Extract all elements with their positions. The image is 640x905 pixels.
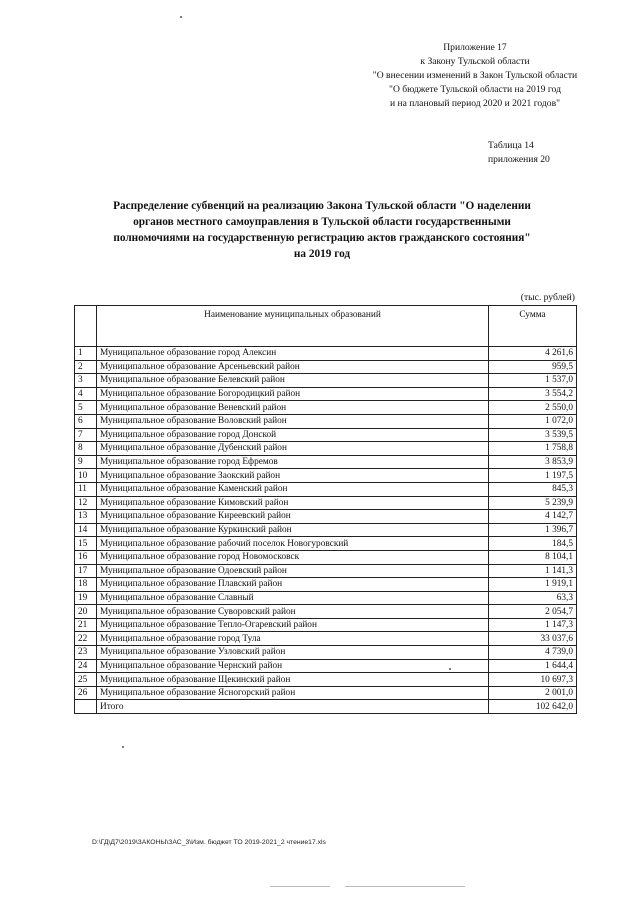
title-line: органов местного самоуправления в Тульской области государственными	[133, 216, 511, 228]
total-row	[75, 700, 577, 714]
row-number: 15	[75, 537, 97, 551]
scan-speck	[122, 746, 124, 748]
appendix-header	[330, 41, 620, 111]
table-row	[75, 428, 577, 442]
row-name: Муниципальное образование Славный	[97, 591, 489, 605]
row-sum: 3 853,9	[489, 455, 577, 469]
table-row	[75, 482, 577, 496]
header-sum: Сумма	[489, 306, 577, 347]
row-number: 17	[75, 564, 97, 578]
row-number: 22	[75, 632, 97, 646]
table-row	[75, 347, 577, 361]
row-name: Муниципальное образование рабочий поселок Новогуровский	[97, 537, 489, 551]
table-row	[75, 550, 577, 564]
row-number: 19	[75, 591, 97, 605]
row-sum: 1 072,0	[489, 414, 577, 428]
row-number: 26	[75, 686, 97, 700]
table-row	[75, 632, 577, 646]
row-number: 20	[75, 605, 97, 619]
appendix-line: к Закону Тульской области	[420, 56, 530, 67]
row-sum: 1 197,5	[489, 469, 577, 483]
row-sum: 1 537,0	[489, 374, 577, 388]
row-number: 13	[75, 510, 97, 524]
appendix-line: Приложение 17	[443, 42, 507, 53]
row-sum: 8 104,1	[489, 550, 577, 564]
row-number: 5	[75, 401, 97, 415]
row-number: 2	[75, 360, 97, 374]
header-name: Наименование муниципальных образований	[97, 306, 489, 347]
row-name: Муниципальное образование Плавский район	[97, 578, 489, 592]
table-row	[75, 455, 577, 469]
table-row	[75, 605, 577, 619]
row-name: Муниципальное образование Дубенский район	[97, 442, 489, 456]
table-row	[75, 469, 577, 483]
table-row	[75, 360, 577, 374]
row-sum: 1 141,3	[489, 564, 577, 578]
row-sum: 3 554,2	[489, 387, 577, 401]
table-row	[75, 686, 577, 700]
header-number	[75, 306, 97, 347]
row-number: 18	[75, 578, 97, 592]
row-sum: 4 142,7	[489, 510, 577, 524]
row-sum: 959,5	[489, 360, 577, 374]
row-sum: 5 239,9	[489, 496, 577, 510]
row-sum: 1 644,4	[489, 659, 577, 673]
row-name: Муниципальное образование город Ефремов	[97, 455, 489, 469]
row-number: 16	[75, 550, 97, 564]
row-number: 11	[75, 482, 97, 496]
row-sum: 1 396,7	[489, 523, 577, 537]
row-number: 24	[75, 659, 97, 673]
row-name: Муниципальное образование Арсеньевский район	[97, 360, 489, 374]
units-label: (тыс. рублей)	[520, 292, 575, 303]
row-number: 9	[75, 455, 97, 469]
row-name: Муниципальное образование Белевский район	[97, 374, 489, 388]
row-sum: 2 054,7	[489, 605, 577, 619]
row-name: Муниципальное образование Куркинский район	[97, 523, 489, 537]
row-number: 23	[75, 646, 97, 660]
row-name: Муниципальное образование город Алексин	[97, 347, 489, 361]
row-name: Муниципальное образование Кимовский район	[97, 496, 489, 510]
row-name: Муниципальное образование город Тула	[97, 632, 489, 646]
row-name: Муниципальное образование Заокский район	[97, 469, 489, 483]
table-row	[75, 618, 577, 632]
table-row	[75, 659, 577, 673]
scan-speck	[449, 668, 451, 670]
table-row	[75, 537, 577, 551]
total-label: Итого	[97, 700, 489, 714]
row-number: 1	[75, 347, 97, 361]
row-name: Муниципальное образование Ясногорский район	[97, 686, 489, 700]
row-name: Муниципальное образование город Донской	[97, 428, 489, 442]
row-number: 8	[75, 442, 97, 456]
table-row	[75, 374, 577, 388]
row-name: Муниципальное образование Щекинский район	[97, 673, 489, 687]
row-sum: 1 758,8	[489, 442, 577, 456]
table-row	[75, 564, 577, 578]
row-name: Муниципальное образование Воловский район	[97, 414, 489, 428]
row-number: 21	[75, 618, 97, 632]
table-header-row	[75, 306, 577, 347]
row-number: 25	[75, 673, 97, 687]
appendix-line: "О бюджете Тульской области на 2019 год	[389, 84, 561, 95]
row-name: Муниципальное образование Тепло-Огаревский район	[97, 618, 489, 632]
row-name: Муниципальное образование Богородицкий район	[97, 387, 489, 401]
row-name: Муниципальное образование Одоевский район	[97, 564, 489, 578]
table-row	[75, 510, 577, 524]
title-line: на 2019 год	[293, 248, 351, 260]
row-number: 12	[75, 496, 97, 510]
row-sum: 1 147,3	[489, 618, 577, 632]
row-sum: 63,3	[489, 591, 577, 605]
row-name: Муниципальное образование Чернский район	[97, 659, 489, 673]
total-sum: 102 642,0	[489, 700, 577, 714]
file-path: D:\ГД\Д7\2019\ЗАКОНЫ\ЗАС_3\Изм. бюджет ТО 2019-2021_2 чтение17.xls	[92, 839, 326, 846]
row-sum: 845,3	[489, 482, 577, 496]
appendix-line: и на плановый период 2020 и 2021 годов"	[389, 98, 561, 109]
row-name: Муниципальное образование Каменский район	[97, 482, 489, 496]
row-sum: 4 261,6	[489, 347, 577, 361]
row-sum: 10 697,3	[489, 673, 577, 687]
table-row	[75, 401, 577, 415]
row-number: 4	[75, 387, 97, 401]
table-ref-line: Таблица 14	[488, 140, 534, 151]
table-row	[75, 496, 577, 510]
row-name: Муниципальное образование Узловский район	[97, 646, 489, 660]
row-number: 6	[75, 414, 97, 428]
table-reference	[488, 139, 578, 167]
table-row	[75, 646, 577, 660]
subvention-table	[74, 305, 577, 714]
row-sum: 3 539,5	[489, 428, 577, 442]
row-sum: 2 001,0	[489, 686, 577, 700]
total-number	[75, 700, 97, 714]
title-line: Распределение субвенций на реализацию Закона Тульской области "О наделении	[113, 200, 531, 212]
table-row	[75, 442, 577, 456]
row-name: Муниципальное образование Киреевский район	[97, 510, 489, 524]
table-row	[75, 414, 577, 428]
row-number: 10	[75, 469, 97, 483]
title-line: полномочиями на государственную регистрацию актов гражданского состояния"	[113, 232, 531, 244]
row-name: Муниципальное образование город Новомосковск	[97, 550, 489, 564]
table-row	[75, 578, 577, 592]
table-row	[75, 387, 577, 401]
table-body	[75, 347, 577, 700]
row-sum: 2 550,0	[489, 401, 577, 415]
document-title	[72, 198, 572, 262]
scan-speck	[180, 16, 182, 18]
table-row	[75, 673, 577, 687]
appendix-line: "О внесении изменений в Закон Тульской области	[372, 70, 578, 81]
row-sum: 33 037,6	[489, 632, 577, 646]
row-sum: 4 739,0	[489, 646, 577, 660]
table-row	[75, 523, 577, 537]
row-number: 14	[75, 523, 97, 537]
table-row	[75, 591, 577, 605]
scan-mark	[345, 886, 465, 887]
row-sum: 184,5	[489, 537, 577, 551]
row-number: 3	[75, 374, 97, 388]
scan-mark	[270, 886, 330, 887]
row-name: Муниципальное образование Веневский район	[97, 401, 489, 415]
row-sum: 1 919,1	[489, 578, 577, 592]
row-number: 7	[75, 428, 97, 442]
row-name: Муниципальное образование Суворовский район	[97, 605, 489, 619]
table-ref-line: приложения 20	[488, 154, 550, 165]
